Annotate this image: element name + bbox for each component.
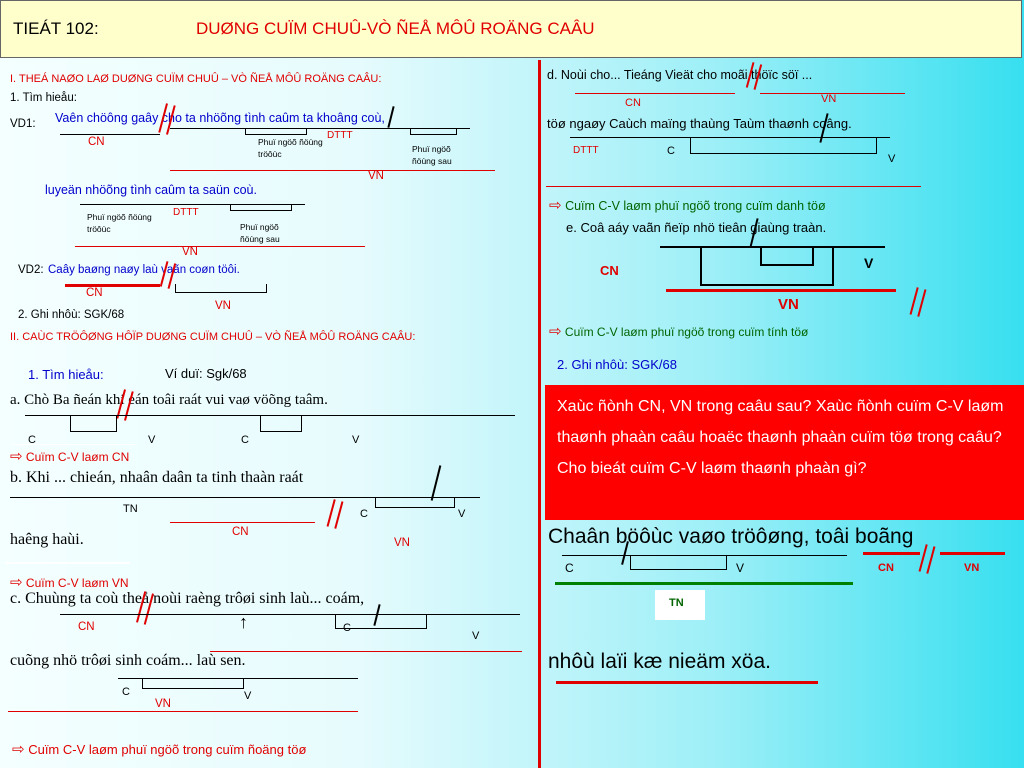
underline xyxy=(60,614,520,615)
underline-vn xyxy=(170,170,495,171)
label-cn-c: CN xyxy=(78,621,95,633)
arrow-icon: ⇨ xyxy=(549,197,562,214)
vd2-label: VD2: xyxy=(18,264,44,276)
result-e-text: Cuïm C-V laøm phuï ngöõ trong cuïm tính töø xyxy=(564,325,809,339)
example-a: a. Chò Ba ñeán khi eán toâi raát vui vaø vöõng taâm. xyxy=(10,392,328,408)
vd2-text: Caây baøng naøy laù vaãn coøn töôi. xyxy=(48,264,240,276)
underline-cn xyxy=(65,284,160,287)
underline-vn xyxy=(546,186,921,187)
exercise-question-box: Xaùc ñònh CN, VN trong caâu sau? Xaùc ñònh cuïm C-V laøm thaønh phaàn caâu hoaëc thaønh phaàn cuïm töø trong caâu? Cho bieát cuïm C-V laøm thaønh phaàn gì? xyxy=(545,385,1024,520)
result-c xyxy=(12,740,306,758)
label-vn-2: VN xyxy=(182,246,198,258)
bracket xyxy=(630,555,727,570)
bracket xyxy=(760,246,814,266)
lesson-title: DUØNG CUÏM CHUÛ-VÒ ÑEÅ MÔÛ ROÄNG CAÂU xyxy=(196,19,595,38)
section-2-heading: II. CAÙC TRÖÔØNG HÔÏP DUØNG CUÏM CHUÛ – VÒ ÑEÅ MÔÛ ROÄNG CAÂU: xyxy=(10,331,416,343)
arrow-up-icon: ↑ xyxy=(239,612,248,632)
annotation-phu-ngu-truoc-2: Phuï ngöõ ñöùng tröôùc xyxy=(87,212,152,234)
bracket xyxy=(410,128,457,135)
label-vn: VN xyxy=(368,170,384,182)
separator-mark xyxy=(910,287,927,317)
v-label-ex: V xyxy=(736,561,745,575)
result-b-text: Cuïm C-V laøm VN xyxy=(25,576,129,590)
v-label: V xyxy=(888,153,896,165)
ghi-nho-1: 2. Ghi nhôù: SGK/68 xyxy=(18,309,125,321)
bracket xyxy=(142,678,244,689)
v-label: V xyxy=(244,690,252,702)
annotation-phu-ngu-sau: Phuï ngöõ ñöùng sau xyxy=(412,144,452,166)
label-cn-b: CN xyxy=(232,526,249,538)
label-vn-e: VN xyxy=(778,296,799,313)
annotation-phu-ngu-truoc: Phuï ngöõ ñöùng tröôùc xyxy=(258,137,323,159)
c-label: C xyxy=(28,434,36,446)
bracket xyxy=(260,415,302,432)
label-vn-b: VN xyxy=(394,537,410,549)
bracket xyxy=(230,204,292,211)
bracket xyxy=(70,415,117,432)
underline-vn xyxy=(940,552,1005,555)
arrow-icon: ⇨ xyxy=(549,323,562,340)
lesson-number: TIEÁT 102: xyxy=(13,19,99,38)
vd1-line2: luyeän nhöõng tình caûm ta saün coù. xyxy=(45,183,257,197)
underline-vn xyxy=(8,711,358,712)
underline-vn xyxy=(75,246,365,247)
result-d xyxy=(549,196,826,214)
column-divider xyxy=(538,60,541,768)
v-label: V xyxy=(472,630,480,642)
ghi-nho-2: 2. Ghi nhôù: SGK/68 xyxy=(557,357,677,372)
c-label: C xyxy=(360,508,368,520)
result-a-text: Cuïm C-V laøm CN xyxy=(25,450,130,464)
separator-mark xyxy=(431,465,442,500)
underline-cn xyxy=(170,522,315,523)
divider xyxy=(10,444,135,445)
label-tn-ex: TN xyxy=(669,597,684,609)
result-d-text: Cuïm C-V laøm phuï ngöõ trong cuïm danh töø xyxy=(565,199,826,213)
separator-mark xyxy=(387,106,394,128)
bracket xyxy=(175,284,267,293)
underline-tn xyxy=(555,582,853,585)
exercise-line1: Chaân böôùc vaøo tröôøng, toâi boãng xyxy=(548,525,914,548)
label-cn-e: CN xyxy=(600,263,619,278)
example-c-line2: cuõng nhö trôøi sinh coám... laù sen. xyxy=(10,652,246,669)
label-vn-c: VN xyxy=(155,698,171,710)
section-1-heading: I. THEÁ NAØO LAØ DUØNG CUÏM CHUÛ – VÒ ÑEÅ MÔÛ ROÄNG CAÂU: xyxy=(10,73,382,85)
underline-cn xyxy=(575,93,735,94)
label-vn-3: VN xyxy=(215,300,231,312)
example-b-line1: b. Khi ... chieán, nhaân daân ta tinh thaàn raát xyxy=(10,469,304,486)
annotation-phu-ngu-sau-2: Phuï ngöõ ñöùng sau xyxy=(240,222,280,244)
v-label: V xyxy=(148,434,156,446)
result-b xyxy=(10,573,129,591)
v-label-e: V xyxy=(864,255,874,271)
label-cn-3: CN xyxy=(86,287,103,299)
label-vn-d: VN xyxy=(821,93,837,105)
underline-vn xyxy=(210,651,522,652)
underline-vn xyxy=(666,289,896,292)
divider xyxy=(5,562,130,564)
arrow-icon: ⇨ xyxy=(12,741,25,758)
arrow-icon: ⇨ xyxy=(10,574,23,591)
example-e: e. Coâ aáy vaãn ñeïp nhö tieân giaùng traàn. xyxy=(566,220,827,235)
label-dttt: DTTT xyxy=(327,130,353,141)
label-cn-ex: CN xyxy=(878,562,894,574)
example-ref: Ví duï: Sgk/68 xyxy=(165,366,247,381)
v-label: V xyxy=(458,508,466,520)
bracket xyxy=(375,497,455,508)
separator-mark xyxy=(919,544,936,574)
vd1-label: VD1: xyxy=(10,118,36,130)
c-label: C xyxy=(122,686,130,698)
exercise-line2: nhôù laïi kæ nieäm xöa. xyxy=(548,650,771,673)
title-bar xyxy=(0,0,1022,58)
bracket xyxy=(245,128,307,135)
result-c-text: Cuïm C-V laøm phuï ngöõ trong cuïm ñoäng töø xyxy=(28,742,307,757)
underline xyxy=(60,134,160,135)
c-label: C xyxy=(667,145,675,157)
bracket xyxy=(690,137,877,154)
result-a xyxy=(10,447,129,465)
example-b-line2: haêng haùi. xyxy=(10,531,84,548)
c-label: C xyxy=(241,434,249,446)
vd1-line1: Vaên chöông gaây cho ta nhöõng tình caûm ta khoâng coù, xyxy=(55,111,385,125)
example-c-line1: c. Chuùng ta coù theå noùi raèng trôøi sinh laù... coám, xyxy=(10,590,365,607)
label-dttt-d: DTTT xyxy=(573,145,599,156)
underline-vn xyxy=(556,681,818,684)
section-2-sub: 1. Tìm hieåu: xyxy=(28,367,104,382)
example-d-line1: d. Noùi cho... Tieáng Vieät cho moãi thöïc söï ... xyxy=(547,68,813,82)
underline-cn xyxy=(863,552,920,555)
c-label: C xyxy=(343,622,351,634)
label-dttt-2: DTTT xyxy=(173,207,199,218)
separator-mark xyxy=(327,499,344,529)
v-label: V xyxy=(352,434,360,446)
result-e xyxy=(549,322,808,340)
label-cn-d: CN xyxy=(625,97,641,109)
section-1-sub: 1. Tìm hieåu: xyxy=(10,92,77,104)
c-label-ex: C xyxy=(565,561,574,575)
label-cn: CN xyxy=(88,136,105,148)
label-tn: TN xyxy=(123,503,138,515)
arrow-icon: ⇨ xyxy=(10,448,23,465)
label-vn-ex: VN xyxy=(964,562,980,574)
example-d-line2: töø ngaøy Caùch maïng thaùng Taùm thaønh coâng. xyxy=(547,116,852,131)
